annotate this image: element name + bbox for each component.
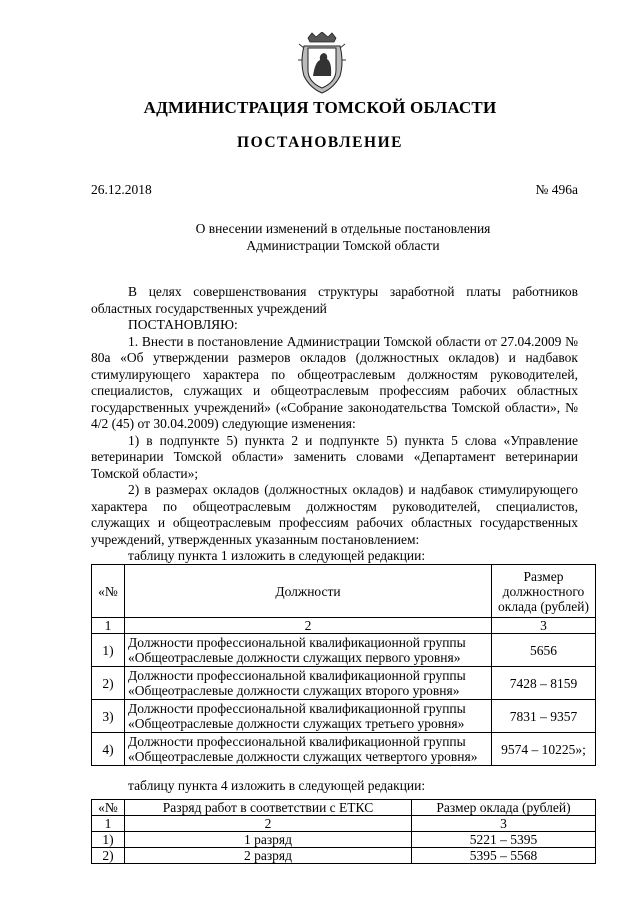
column-number-cell: 3 (412, 816, 596, 832)
column-number-cell: 2 (125, 618, 492, 634)
organization-title: АДМИНИСТРАЦИЯ ТОМСКОЙ ОБЛАСТИ (143, 98, 497, 117)
salary-cell: 7831 – 9357 (492, 700, 596, 733)
document-body (91, 284, 578, 565)
paragraph-item-1: 1. Внести в постановление Администрации Томской области от 27.04.2009 № 80а «Об утверждении размеров окладов (должностных окладов) и надбавок стимулирующего характера по общеотраслевым должностям руководителей, специалистов, служащих и общеотраслевым профессиям рабочих областных государственных учреждений» («Собрание законодательства Томской области», № 4/2 (45) от 30.04.2009) следующие изменения: (91, 333, 578, 431)
row-number-cell: 2) (92, 848, 125, 864)
row-number-cell: 2) (92, 667, 125, 700)
table-column-numbers-row (92, 618, 596, 634)
table-row (92, 634, 596, 667)
header-cell-number: «№ (92, 565, 125, 618)
table-header-row (92, 800, 596, 816)
salary-cell: 9574 – 10225»; (492, 733, 596, 766)
position-cell: Должности профессиональной квалификационной группы «Общеотраслевые должности служащих первого уровня» (125, 634, 492, 667)
document-subject (120, 220, 566, 254)
paragraph-table2-intro: таблицу пункта 4 изложить в следующей редакции: (128, 778, 426, 793)
header-cell-positions: Должности (125, 565, 492, 618)
salary-cell: 7428 – 8159 (492, 667, 596, 700)
subject-line-2: Администрации Томской области (246, 238, 440, 253)
salary-table-positions (91, 564, 596, 766)
paragraph-subitem-2: 2) в размерах окладов (должностных окладов) и надбавок стимулирующего характера по общеотраслевым должностям руководителей, специалистов, служащих и общеотраслевым профессиям рабочих областных государственных учреждений, утвержденных указанным постановлением: (91, 482, 578, 547)
column-number-cell: 3 (492, 618, 596, 634)
salary-cell: 5395 – 5568 (412, 848, 596, 864)
column-number-cell: 2 (125, 816, 412, 832)
salary-cell: 5656 (492, 634, 596, 667)
header-cell-salary: Размер должностного оклада (рублей) (492, 565, 596, 618)
document-type: ПОСТАНОВЛЕНИЕ (237, 134, 403, 151)
table-row (92, 733, 596, 766)
position-cell: Должности профессиональной квалификационной группы «Общеотраслевые должности служащих третьего уровня» (125, 700, 492, 733)
row-number-cell: 1) (92, 832, 125, 848)
header-cell-salary: Размер оклада (рублей) (412, 800, 596, 816)
table-row (92, 848, 596, 864)
position-cell: Должности профессиональной квалификационной группы «Общеотраслевые должности служащих четвертого уровня» (125, 733, 492, 766)
salary-cell: 5221 – 5395 (412, 832, 596, 848)
document-date: 26.12.2018 (91, 182, 152, 197)
paragraph-resolve: ПОСТАНОВЛЯЮ: (128, 317, 238, 332)
column-number-cell: 1 (92, 618, 125, 634)
table-row (92, 700, 596, 733)
coat-of-arms-icon (298, 32, 346, 94)
table-row (92, 667, 596, 700)
grade-cell: 1 разряд (125, 832, 412, 848)
position-cell: Должности профессиональной квалификационной группы «Общеотраслевые должности служащих второго уровня» (125, 667, 492, 700)
subject-line-1: О внесении изменений в отдельные постановления (195, 221, 491, 236)
row-number-cell: 1) (92, 634, 125, 667)
header-cell-grade: Разряд работ в соответствии с ЕТКС (125, 800, 412, 816)
row-number-cell: 3) (92, 700, 125, 733)
table-row (92, 832, 596, 848)
header-cell-number: «№ (92, 800, 125, 816)
table-header-row (92, 565, 596, 618)
column-number-cell: 1 (92, 816, 125, 832)
row-number-cell: 4) (92, 733, 125, 766)
grade-cell: 2 разряд (125, 848, 412, 864)
table-column-numbers-row (92, 816, 596, 832)
paragraph-table1-intro: таблицу пункта 1 изложить в следующей редакции: (128, 548, 426, 563)
document-number: № 496а (535, 182, 578, 197)
salary-table-grades (91, 799, 596, 864)
paragraph-preamble: В целях совершенствования структуры заработной платы работников областных государственных учреждений (91, 284, 578, 316)
paragraph-subitem-1: 1) в подпункте 5) пункта 2 и подпункте 5) пункта 5 слова «Управление ветеринарии Томской области» заменить словами «Департамент ветеринарии Томской области»; (91, 432, 578, 481)
